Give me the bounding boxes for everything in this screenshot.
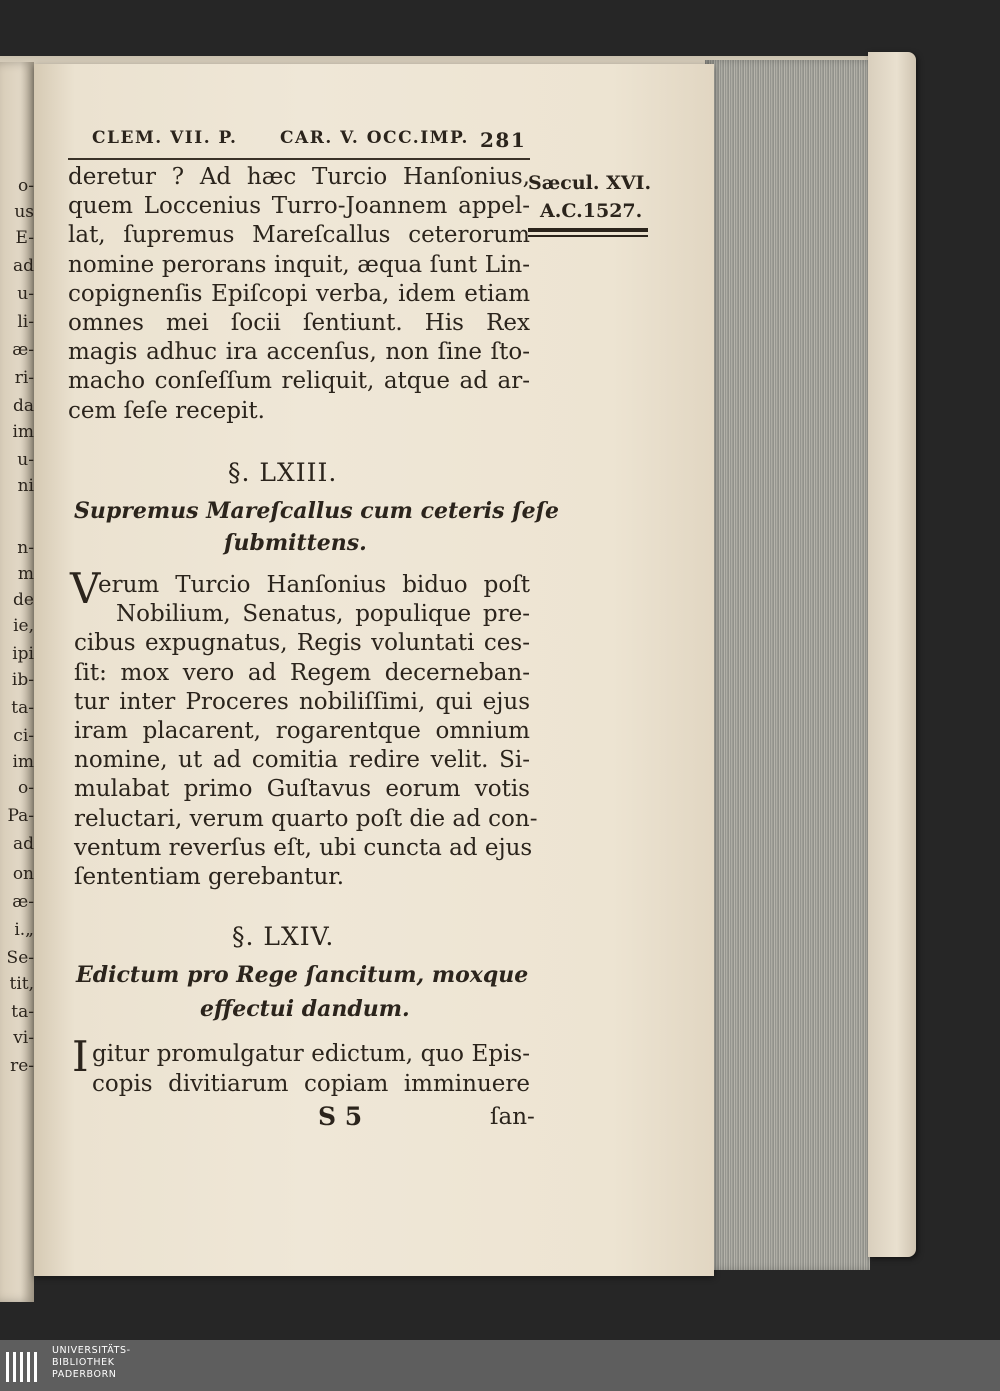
library-footer-bar	[0, 1340, 1000, 1391]
library-name-line-1: UNIVERSITÄTS-	[52, 1345, 131, 1356]
section-63-title-line-1: Supremus Mareſcallus cum ceteris ſeſe	[74, 498, 560, 524]
page-number: 281	[480, 128, 527, 152]
section-64-title-line-1: Edictum pro Rege ſancitum, moxque	[76, 962, 529, 988]
left-page-fragment: ta-	[11, 698, 34, 718]
left-page-fragment: ad	[12, 256, 34, 276]
left-page-fragment: m	[17, 564, 34, 584]
left-page-fragment: us	[14, 202, 34, 222]
text-line: macho conſeſſum reliquit, atque ad ar-	[68, 368, 530, 395]
text-line: mulabat primo Guſtavus eorum votis	[74, 776, 530, 803]
left-page-fragment: n-	[17, 538, 34, 558]
text-line: cibus expugnatus, Regis voluntati ces-	[74, 630, 530, 657]
left-page-fragment: tit,	[9, 974, 34, 994]
text-line: omnes mei ſocii ſentiunt. His Rex	[68, 310, 530, 336]
margin-note-year: A.C.1527.	[540, 200, 643, 222]
book-cover	[868, 52, 916, 1257]
section-64-number: §. LXIV.	[232, 922, 335, 951]
left-page-fragment: Se-	[6, 948, 34, 968]
left-page-fragment: on	[12, 864, 34, 884]
left-page-fragment: da	[12, 396, 34, 416]
left-page-fragment: im	[12, 422, 34, 442]
running-head-left: CLEM. VII. P.	[92, 128, 238, 148]
text-line: copis divitiarum copiam imminuere	[92, 1071, 530, 1097]
text-line: deretur ? Ad hæc Turcio Hanſonius,	[68, 164, 530, 190]
section-64-title-line-2: effectui dandum.	[200, 996, 410, 1022]
header-rule	[68, 158, 530, 160]
text-line: lat, ſupremus Mareſcallus ceterorum	[68, 222, 530, 249]
left-page-fragment: de	[13, 590, 34, 610]
left-page-fragment: æ-	[12, 340, 34, 360]
text-line: magis adhuc ira accenſus, non ſine ſto-	[68, 339, 530, 366]
left-page-fragment: ad	[12, 834, 34, 854]
left-page-fragment: ni	[17, 476, 34, 496]
library-name-line-2: BIBLIOTHEK	[52, 1357, 115, 1368]
left-page-fragment: vi-	[13, 1028, 34, 1048]
text-line: gitur promulgatur edictum, quo Epis-	[92, 1041, 530, 1067]
section-63-number: §. LXIII.	[228, 458, 338, 487]
text-line: nomine perorans inquit, æqua ſunt Lin-	[68, 251, 530, 278]
running-head-middle: CAR. V. OCC.IMP.	[280, 128, 469, 148]
section-63-title-line-2: ſubmittens.	[224, 530, 367, 556]
text-line: iram placarent, rogarentque omnium	[74, 718, 530, 744]
left-page-fragment: o-	[18, 176, 34, 196]
left-page-fragment: i.„	[14, 920, 34, 940]
left-page-fragment: E-	[15, 228, 34, 248]
margin-rule-thin	[528, 235, 648, 237]
left-page-fragment: Pa-	[7, 806, 34, 826]
text-line: copignenſis Epiſcopi verba, idem etiam	[68, 280, 530, 307]
left-page-fragment: u-	[17, 450, 34, 470]
left-page-fragment: ipi	[12, 644, 34, 664]
left-page-fragment: im	[12, 752, 34, 772]
text-line: ventum reverſus eſt, ubi cuncta ad ejus	[74, 834, 533, 861]
catchword: ſan-	[490, 1104, 535, 1130]
library-logo-icon	[4, 1348, 44, 1384]
left-page-fragment: re-	[10, 1056, 34, 1076]
page-block-edge	[705, 60, 870, 1270]
text-line: ſit: mox vero ad Regem decerneban-	[74, 659, 530, 686]
left-page-fragment: ib-	[11, 670, 34, 690]
margin-rule-thick	[528, 228, 648, 232]
text-line: tur inter Proceres nobiliſſimi, qui ejus	[74, 688, 530, 715]
library-name-line-3: PADERBORN	[52, 1369, 117, 1380]
text-line: cem ſeſe recepit.	[68, 397, 265, 424]
left-page-fragment: o-	[18, 778, 34, 798]
left-page-fragment: ci-	[13, 726, 34, 746]
left-page-fragment: ta-	[11, 1002, 34, 1022]
left-page-fragment: u-	[17, 284, 34, 304]
text-line: erum Turcio Hanſonius biduo poſt	[98, 572, 530, 598]
text-line: ſententiam gerebantur.	[74, 864, 345, 890]
section-64-drop-cap: I	[72, 1032, 89, 1081]
section-63-drop-cap: V	[70, 564, 101, 613]
left-page-fragment: li-	[17, 312, 34, 332]
margin-note-century: Sæcul. XVI.	[528, 172, 652, 194]
text-line: reluctari, verum quarto poſt die ad con-	[74, 805, 538, 832]
left-page-fragment: ie,	[13, 616, 34, 636]
text-line: quem Loccenius Turro-Joannem appel-	[68, 193, 530, 220]
left-page-fragment: æ-	[12, 892, 34, 912]
left-facing-page	[0, 62, 34, 1302]
text-line: nomine, ut ad comitia redire velit. Si-	[74, 747, 530, 774]
left-page-fragment: ri-	[14, 368, 34, 388]
signature-mark: S 5	[318, 1102, 363, 1131]
text-line: Nobilium, Senatus, populique pre-	[116, 601, 530, 628]
